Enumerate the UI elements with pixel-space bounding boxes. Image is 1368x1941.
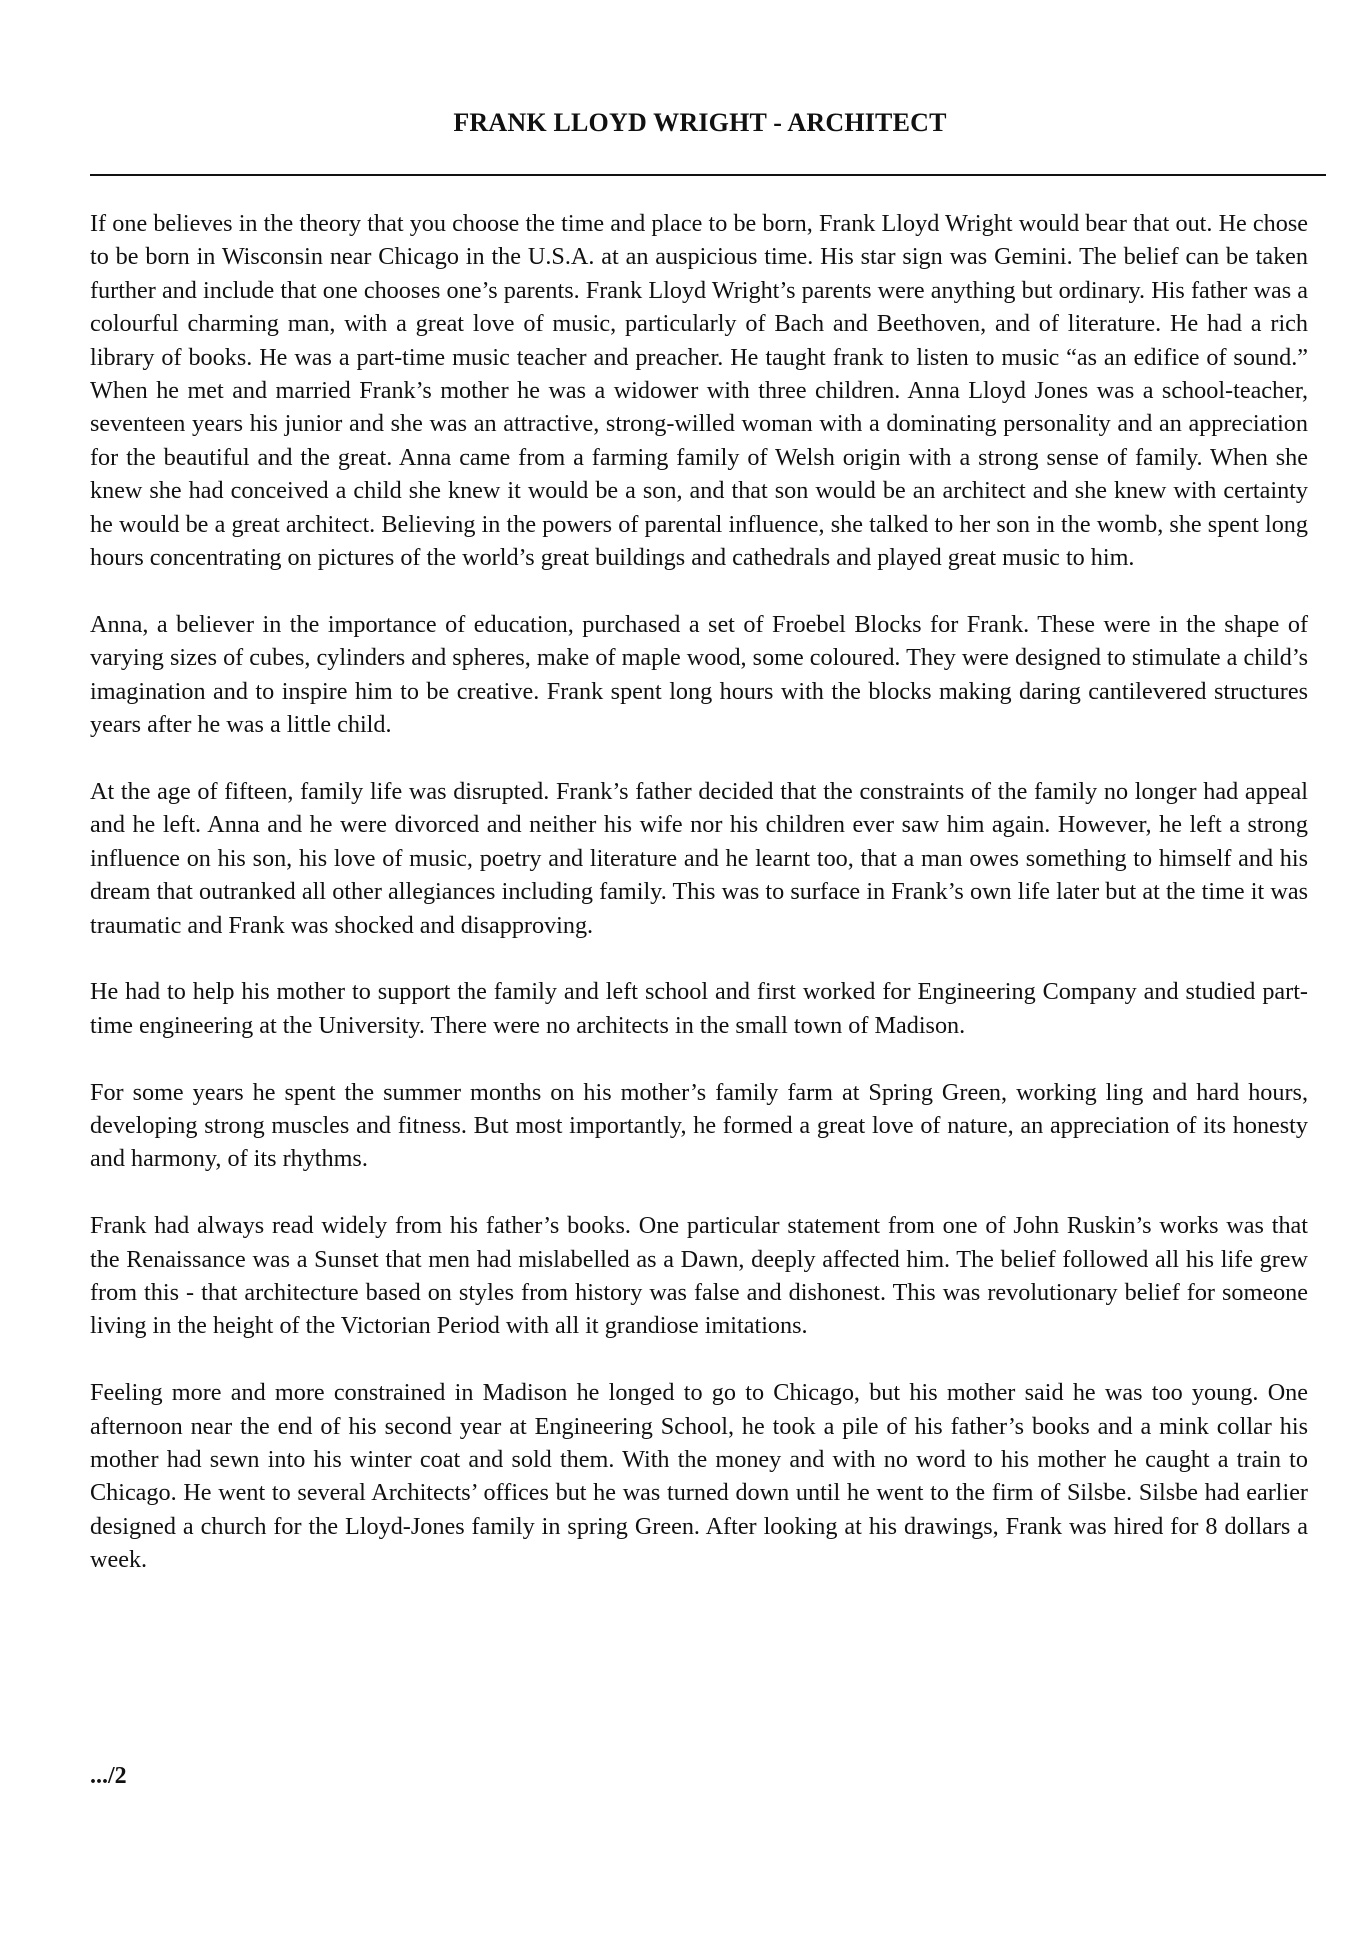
title-divider: [90, 174, 1326, 176]
paragraph-7: Feeling more and more constrained in Madison he longed to go to Chicago, but his mother said he was too young. One afternoon near the end of his second year at Engineering School, he took a pile of his father’s books and a mink collar his mother had sewn into his winter coat and sold them. With the money and with no word to his mother he caught a train to Chicago. He went to several Architects’ offices but he was turned down until he went to the firm of Silsbe. Silsbe had earlier designed a church for the Lloyd-Jones family in spring Green. After looking at his drawings, Frank was hired for 8 dollars a week.: [90, 1379, 1308, 1574]
paragraph-4: He had to help his mother to support the family and left school and first worked for Engineering Company and studied part-time engineering at the University. There were no architects in the small town of Madison.: [90, 978, 1308, 1039]
paragraph-3: At the age of fifteen, family life was disrupted. Frank’s father decided that the constraints of the family no longer had appeal and he left. Anna and he were divorced and neither his wife nor his children ever saw him again. However, he left a strong influence on his son, his love of music, poetry and literature and he learnt too, that a man owes something to himself and his dream that outranked all other allegiances including family. This was to surface in Frank’s own life later but at the time it was traumatic and Frank was shocked and disapproving.: [90, 777, 1308, 939]
document-body: [90, 207, 1308, 1610]
paragraph-6: Frank had always read widely from his father’s books. One particular statement from one of John Ruskin’s works was that the Renaissance was a Sunset that men had mislabelled as a Dawn, deeply affected him. The belief followed all his life grew from this - that architecture based on styles from history was false and dishonest. This was revolutionary belief for someone living in the height of the Victorian Period with all it grandiose imitations.: [90, 1212, 1308, 1340]
paragraph-2: Anna, a believer in the importance of education, purchased a set of Froebel Blocks for Frank. These were in the shape of varying sizes of cubes, cylinders and spheres, make of maple wood, some coloured. They were designed to stimulate a child’s imagination and to inspire him to be creative. Frank spent long hours with the blocks making daring cantilevered structures years after he was a little child.: [90, 610, 1308, 739]
document-title: FRANK LLOYD WRIGHT - ARCHITECT: [453, 108, 947, 137]
paragraph-1: If one believes in the theory that you choose the time and place to be born, Frank Lloyd Wright would bear that out. He chose to be born in Wisconsin near Chicago in the U.S.A. at an auspicious time. His star sign was Gemini. The belief can be taken further and include that one chooses one’s parents. Frank Lloyd Wright’s parents were anything but ordinary. His father was a colourful charming man, with a great love of music, particularly of Bach and Beethoven, and of literature. He had a rich library of books. He was a part-time music teacher and preacher. He taught frank to listen to music “as an edifice of sound.” When he met and married Frank’s mother he was a widower with three children. Anna Lloyd Jones was a school-teacher, seventeen years his junior and she was an attractive, strong-willed woman with a dominating personality and an appreciation for the beautiful and the great. Anna came from a farming family of Welsh origin with a strong sense of family. When she knew she had conceived a child she knew it would be a son, and that son would be an architect and she knew with certainty he would be a great architect. Believing in the powers of parental influence, she talked to her son in the womb, she spent long hours concentrating on pictures of the world’s great buildings and cathedrals and played great music to him.: [90, 210, 1308, 572]
continued-page-marker: .../2: [90, 1763, 127, 1789]
paragraph-5: For some years he spent the summer months on his mother’s family farm at Spring Green, working ling and hard hours, developing strong muscles and fitness. But most importantly, he formed a great love of nature, an appreciation of its honesty and harmony, of its rhythms.: [90, 1078, 1308, 1173]
